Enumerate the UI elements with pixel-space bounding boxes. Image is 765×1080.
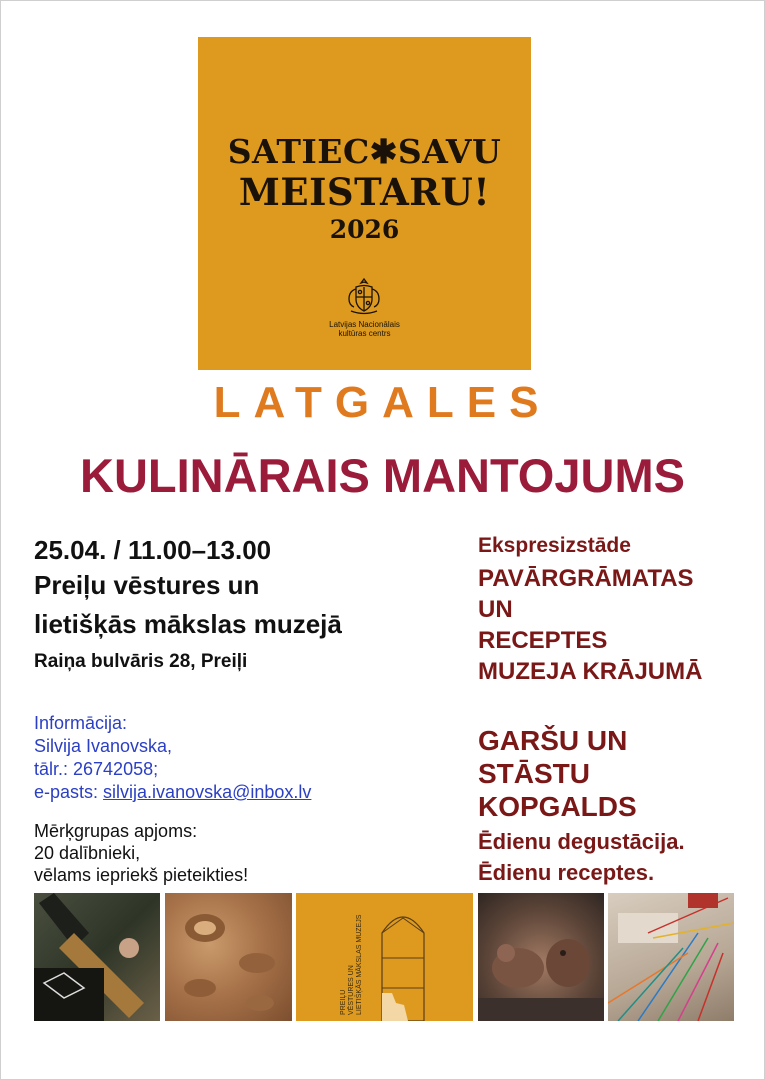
- tasting-title: [478, 724, 637, 823]
- region-heading: LATGALES: [213, 378, 552, 427]
- museum-line-3: LIETIŠĶĀS MĀKSLAS MUZEJS: [356, 914, 363, 1015]
- contact-email-row: [34, 781, 311, 804]
- contact-name: Silvija Ivanovska,: [34, 736, 173, 756]
- exhibition-line-3: RECEPTES: [478, 627, 608, 654]
- logo-line-1: SATIEC✱SAVU: [227, 132, 502, 171]
- photo-weaving: [608, 893, 734, 1021]
- museum-line-1: PREIĻU: [340, 989, 347, 1015]
- bagpipe-photo-graphic: [34, 893, 160, 1021]
- contact-info: [34, 712, 311, 804]
- tasting-line-3: KOPGALDS: [478, 791, 637, 822]
- event-address: Raiņa bulvāris 28, Preiļi: [34, 651, 248, 672]
- event-datetime: 25.04. / 11.00–13.00: [34, 535, 272, 565]
- exhibition-line-2: UN: [478, 596, 513, 623]
- museum-name: [340, 915, 364, 1015]
- tasting-line-4: Ēdienu degustācija.: [478, 829, 685, 854]
- festival-logo: [198, 37, 531, 370]
- org-name: [198, 320, 531, 338]
- photo-bagpipe-player: [34, 893, 160, 1021]
- audience-info: [34, 820, 248, 886]
- wood-carving-graphic: [165, 893, 292, 1021]
- museum-line-2: VĒSTURES UN: [348, 965, 355, 1015]
- coat-of-arms-icon: [343, 275, 385, 317]
- tasting-line-5: Ēdienu receptes.: [478, 860, 655, 885]
- page-title: KULINĀRAIS MANTOJUMS: [80, 449, 685, 502]
- event-place-line-1: Preiļu vēstures un: [34, 570, 260, 600]
- audience-line-2: 20 dalībnieki,: [34, 843, 141, 863]
- contact-label: Informācija:: [34, 713, 128, 733]
- weaving-graphic: [608, 893, 734, 1021]
- photo-wood-carving: [165, 893, 292, 1021]
- logo-year: 2026: [329, 215, 400, 244]
- exhibition-label: Ekspresizstāde: [478, 534, 631, 557]
- exhibition-line-1: PAVĀRGRĀMATAS: [478, 565, 694, 592]
- email-link[interactable]: silvija.ivanovska@inbox.lv: [103, 782, 312, 802]
- museum-logo: [296, 893, 473, 1021]
- event-place-line-2: lietišķās mākslas muzejā: [34, 609, 342, 639]
- audience-line-3: vēlams iepriekš pieteikties!: [34, 865, 249, 885]
- contact-phone: tālr.: 26742058;: [34, 759, 159, 779]
- tasting-line-1: GARŠU UN: [478, 725, 628, 756]
- exhibition-line-4: MUZEJA KRĀJUMĀ: [478, 658, 703, 685]
- tasting-line-2: STĀSTU: [478, 758, 590, 789]
- email-label: e-pasts:: [34, 782, 99, 802]
- clay-figures-graphic: [478, 893, 604, 1021]
- photo-clay-figures: [478, 893, 604, 1021]
- org-line-2: kultūras centrs: [338, 329, 391, 338]
- audience-line-1: Mērķgrupas apjoms:: [34, 821, 198, 841]
- exhibition-title: [478, 563, 702, 687]
- tasting-details: [478, 826, 685, 888]
- org-line-1: Latvijas Nacionālais: [329, 320, 400, 329]
- logo-line-2: MEISTARU!: [238, 170, 491, 214]
- museum-window-graphic: [296, 893, 473, 1021]
